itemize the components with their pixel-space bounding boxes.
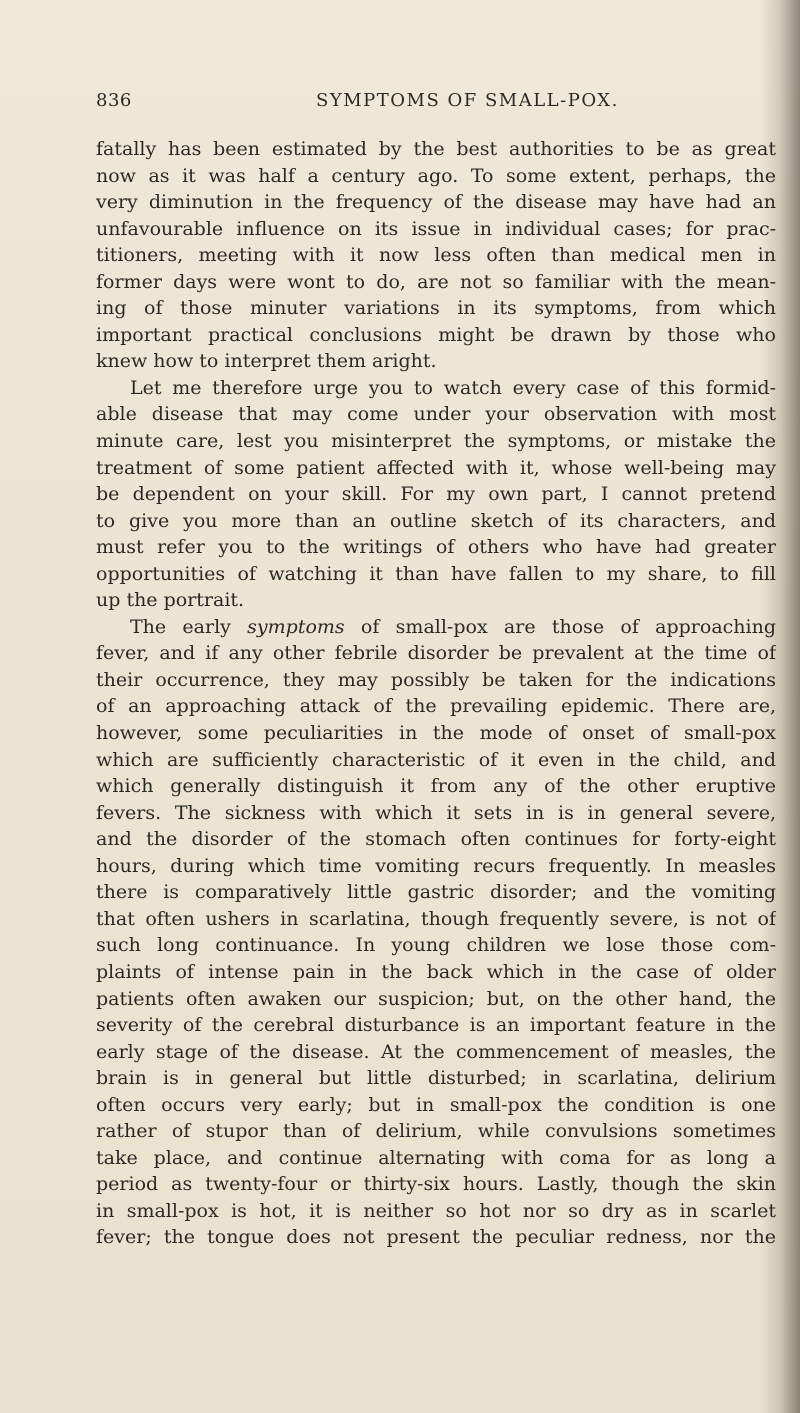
text-line: severity of the cerebral disturbance is an important feature in the <box>96 1014 776 1037</box>
text-line: which generally distinguish it from any of the other eruptive <box>96 775 776 798</box>
text-line: brain is in general but little disturbed; in scarlatina, delirium <box>96 1067 776 1090</box>
text-line: their occurrence, they may possibly be taken for the indications <box>96 668 776 691</box>
text-line <box>96 614 776 641</box>
text-line: in small-pox is hot, it is neither so hot nor so dry as in scarlet <box>96 1199 776 1222</box>
text-line: to give you more than an outline sketch of its characters, and <box>96 509 776 532</box>
text-line: fever, and if any other febrile disorder be prevalent at the time of <box>96 642 776 665</box>
text-line: knew how to interpret them aright. <box>96 350 437 373</box>
text-line: very diminution in the frequency of the disease may have had an <box>96 191 776 214</box>
italic-term: symptoms <box>247 615 345 638</box>
text-line: patients often awaken our suspicion; but, on the other hand, the <box>96 987 776 1010</box>
text-line: period as twenty-four or thirty-six hours. Lastly, though the skin <box>96 1173 776 1196</box>
page-number: 836 <box>96 90 132 111</box>
text-line: hours, during which time vomiting recurs frequently. In measles <box>96 854 776 877</box>
text-line: ing of those minuter variations in its symptoms, from which <box>96 297 776 320</box>
text-line: now as it was half a century ago. To some extent, perhaps, the <box>96 164 776 187</box>
text-line: that often ushers in scarlatina, though frequently severe, is not of <box>96 907 776 930</box>
text-line: up the portrait. <box>96 589 245 612</box>
running-head: SYMPTOMS OF SMALL-POX. <box>316 90 619 111</box>
text-line: unfavourable influence on its issue in individual cases; for prac- <box>96 217 776 240</box>
text-line: able disease that may come under your observation with most <box>96 403 776 426</box>
page-header <box>96 90 790 116</box>
text-line: fatally has been estimated by the best authorities to be as great <box>96 138 776 160</box>
text-line: former days were wont to do, are not so familiar with the mean- <box>96 270 776 293</box>
text-line: which are sufficiently characteristic of it even in the child, and <box>96 748 776 771</box>
text-line: such long continuance. In young children we lose those com- <box>96 934 776 957</box>
text-line: of an approaching attack of the prevailing epidemic. There are, <box>96 695 776 718</box>
text-line: plaints of intense pain in the back which in the case of older <box>96 960 776 983</box>
text-span: of small-pox are those of approaching <box>344 615 776 638</box>
text-line: and the disorder of the stomach often continues for forty-eight <box>96 828 776 851</box>
text-line: rather of stupor than of delirium, while convulsions sometimes <box>96 1120 776 1143</box>
text-line: treatment of some patient affected with it, whose well-being may <box>96 456 776 479</box>
text-line: Let me therefore urge you to watch every case of this formid- <box>130 376 776 399</box>
text-line: take place, and continue alternating with coma for as long a <box>96 1146 776 1169</box>
text-line: however, some peculiarities in the mode of onset of small-pox <box>96 722 776 745</box>
text-line: important practical conclusions might be drawn by those who <box>96 323 776 346</box>
text-line: early stage of the disease. At the commencement of measles, the <box>96 1040 776 1063</box>
text-line: often occurs very early; but in small-pox the condition is one <box>96 1093 776 1116</box>
text-line: fevers. The sickness with which it sets in is in general severe, <box>96 801 776 824</box>
text-line: minute care, lest you misinterpret the symptoms, or mistake the <box>96 430 776 453</box>
text-line: titioners, meeting with it now less often than medical men in <box>96 244 776 267</box>
text-line: be dependent on your skill. For my own part, I cannot pretend <box>96 483 776 506</box>
text-span: The early <box>130 615 248 638</box>
text-line: must refer you to the writings of others who have had greater <box>96 536 776 559</box>
text-line: opportunities of watching it than have fallen to my share, to fill <box>96 562 776 585</box>
text-line: there is comparatively little gastric disorder; and the vomiting <box>96 881 776 904</box>
text-line: fever; the tongue does not present the peculiar redness, nor the <box>96 1226 776 1249</box>
body-text <box>96 136 776 1251</box>
